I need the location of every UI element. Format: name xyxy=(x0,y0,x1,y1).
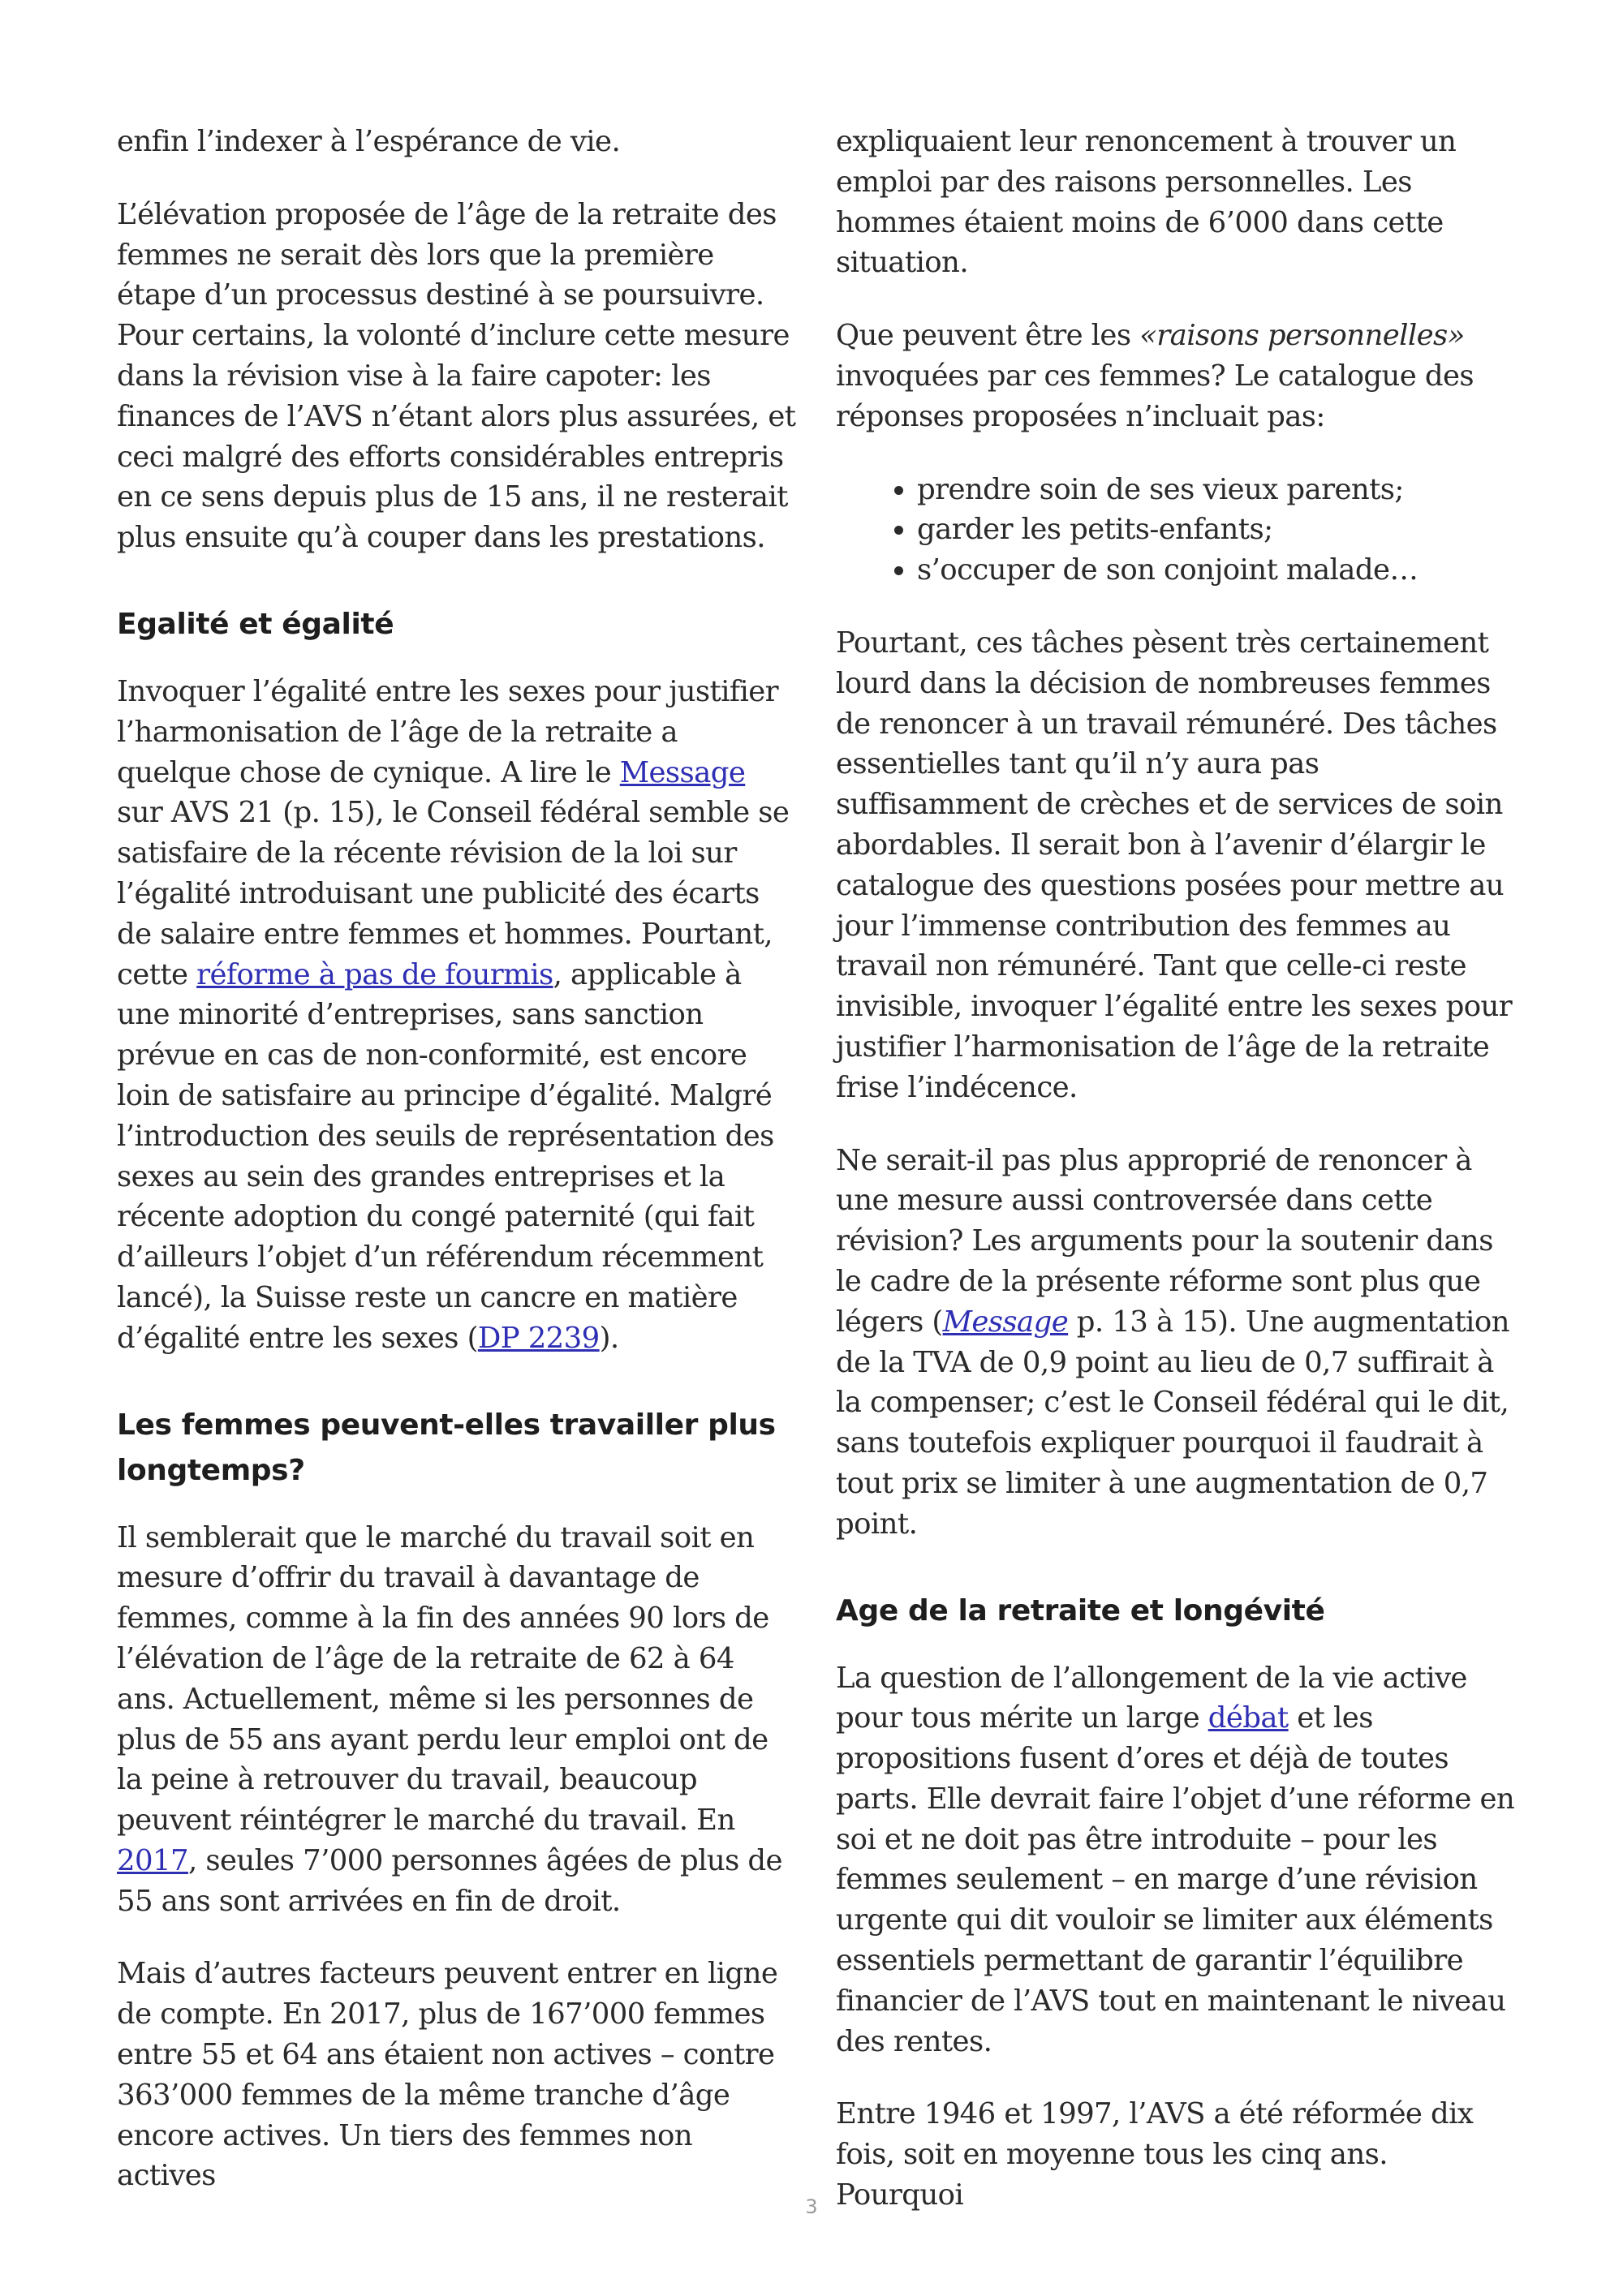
bullet-list xyxy=(836,470,1518,591)
left-column xyxy=(117,122,799,2229)
paragraph: enfin l’indexer à l’espérance de vie. xyxy=(117,125,621,158)
paragraph xyxy=(836,1141,1518,1545)
text-span: sur AVS 21 (p. 15), le Conseil fédéral semble se satisfaire de la récente révision de la loi sur l’égalité introduisant une publicité des écarts de salaire entre femmes et hommes. Pourtant, cette xyxy=(117,796,790,991)
right-column xyxy=(836,122,1518,2248)
message-link-text: Message xyxy=(942,1305,1069,1339)
paragraph xyxy=(836,1658,1518,2062)
text-span: Que peuvent être les xyxy=(836,319,1140,353)
text-span: , seules 7’000 personnes âgées de plus de 55 ans sont arrivées en fin de droit. xyxy=(117,1843,782,1918)
paragraph: expliquaient leur renoncement à trouver un emploi par des raisons personnelles. Les hommes étaient moins de 6’000 dans cette situation. xyxy=(836,125,1457,280)
text-span: , applicable à une minorité d’entreprises, sans sanction prévue en cas de non-conformité, est encore loin de satisfaire au principe d’égalité. Malgré l’introduction des seuils de représentation des sexes au sein des grandes entreprises et la récente adoption du congé paternité (qui fait d’ailleurs l’objet d’un référendum récemment lancé), la Suisse reste un cancre en matière d’égalité entre les sexes ( xyxy=(117,957,774,1355)
page-number: 3 xyxy=(805,2195,818,2218)
paragraph xyxy=(836,316,1518,436)
paragraph xyxy=(117,672,799,1359)
section-heading-femmes-travailler: Les femmes peuvent-elles travailler plus longtemps? xyxy=(117,1408,776,1487)
paragraph: L’élévation proposée de l’âge de la retraite des femmes ne serait dès lors que la première étape d’un processus destiné à se poursuivre. Pour certains, la volonté d’inclure cette mesure dans la révision vise à la faire capoter: les finances de l’AVS n’étant alors plus assurées, et ceci malgré des efforts considérables entrepris en ce sens depuis plus de 15 ans, il ne resterait plus ensuite qu’à couper dans les prestations. xyxy=(117,197,796,555)
message-link[interactable]: Message xyxy=(619,755,746,789)
text-span: Ne serait-il pas plus approprié de renoncer à une mesure aussi controversée dans cette révision? Les arguments pour la soutenir dans le cadre de la présente réforme sont plus que légers ( xyxy=(836,1143,1493,1339)
paragraph: Mais d’autres facteurs peuvent entrer en ligne de compte. En 2017, plus de 167’000 femmes entre 55 et 64 ans étaient non actives – contre 363’000 femmes de la même tranche d’âge encore actives. Un tiers des femmes non actives xyxy=(117,1957,778,2193)
emphasis-text: «raisons personnelles» xyxy=(1139,319,1465,353)
message-link[interactable] xyxy=(943,1305,1069,1339)
reforme-link[interactable]: réforme à pas de fourmis xyxy=(196,957,553,991)
text-span: invoquées par ces femmes? Le catalogue des réponses proposées n’incluait pas: xyxy=(836,359,1474,433)
list-item: • s’occuper de son conjoint malade… xyxy=(917,550,1518,591)
dp-2239-link[interactable]: DP 2239 xyxy=(477,1321,600,1355)
list-item: • prendre soin de ses vieux parents; xyxy=(917,470,1518,510)
paragraph xyxy=(117,1518,799,1922)
text-span: Invoquer l’égalité entre les sexes pour justifier l’harmonisation de l’âge de la retraite a quelque chose de cynique. A lire le xyxy=(117,674,778,789)
text-span: ). xyxy=(599,1321,619,1355)
section-heading-egalite: Egalité et égalité xyxy=(117,607,394,641)
text-span: Il semblerait que le marché du travail soit en mesure d’offrir du travail à davantage de femmes, comme à la fin des années 90 lors de l’élévation de l’âge de la retraite de 62 à 64 ans. Actuellement, même si les personnes de plus de 55 ans ayant perdu leur emploi ont de la peine à retrouver du travail, beaucoup peuvent réintégrer le marché du travail. En xyxy=(117,1520,769,1838)
debat-link[interactable]: débat xyxy=(1208,1701,1289,1735)
year-2017-link[interactable]: 2017 xyxy=(117,1843,188,1877)
list-item: • garder les petits-enfants; xyxy=(917,510,1518,550)
paragraph: Entre 1946 et 1997, l’AVS a été réformée dix fois, soit en moyenne tous les cinq ans. Pourquoi xyxy=(836,2097,1474,2212)
text-span: p. 13 à 15). Une augmentation de la TVA de 0,9 point au lieu de 0,7 suffirait à la compenser; c’est le Conseil fédéral qui le dit, sans toutefois expliquer pourquoi il faudrait à tout prix se limiter à une augmentation de 0,7 point. xyxy=(836,1305,1509,1541)
paragraph: Pourtant, ces tâches pèsent très certainement lourd dans la décision de nombreuses femmes de renoncer à un travail rémunéré. Des tâches essentielles tant qu’il n’y aura pas suffisamment de crèches et de services de soin abordables. Il serait bon à l’avenir d’élargir le catalogue des questions posées pour mettre au jour l’immense contribution des femmes au travail non rémunéré. Tant que celle-ci reste invisible, invoquer l’égalité entre les sexes pour justifier l’harmonisation de l’âge de la retraite frise l’indécence. xyxy=(836,626,1513,1104)
text-span: La question de l’allongement de la vie active pour tous mérite un large xyxy=(836,1661,1467,1735)
section-heading-age-retraite: Age de la retraite et longévité xyxy=(836,1593,1325,1627)
text-span: et les propositions fusent d’ores et déjà de toutes parts. Elle devrait faire l’objet d’une réforme en soi et ne doit pas être introduite – pour les femmes seulement – en marge d’une révision urgente qui dit vouloir se limiter aux éléments essentiels permettant de garantir l’équilibre financier de l’AVS tout en maintenant le niveau des rentes. xyxy=(836,1701,1515,2058)
